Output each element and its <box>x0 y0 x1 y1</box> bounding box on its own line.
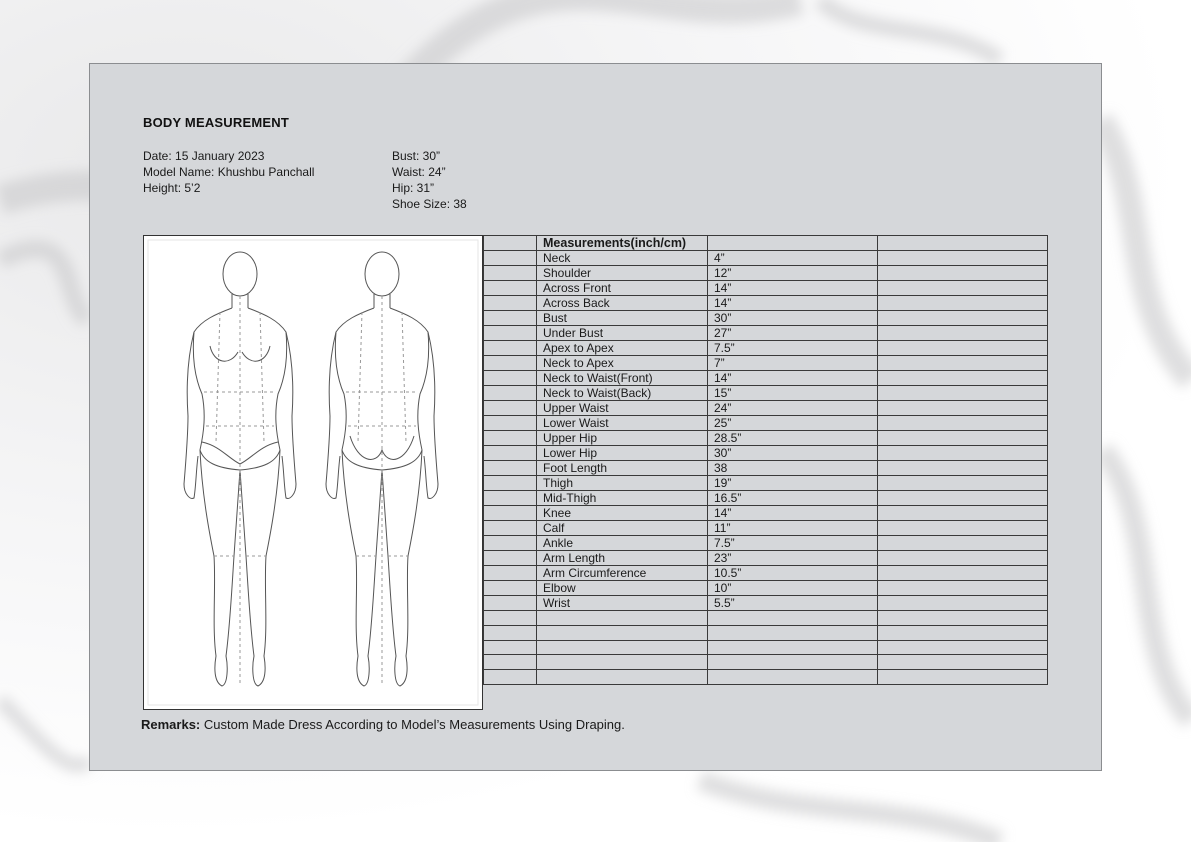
table-cell-empty <box>878 506 1048 521</box>
table-cell-empty <box>878 386 1048 401</box>
table-row <box>484 311 1048 326</box>
table-cell-empty <box>708 611 878 626</box>
remarks-text: Custom Made Dress According to Model’s Measurements Using Draping. <box>200 717 625 732</box>
table-cell-empty <box>878 446 1048 461</box>
table-cell-empty <box>484 341 537 356</box>
measurement-value: 14” <box>708 371 878 386</box>
table-row <box>484 521 1048 536</box>
bust-text: Bust: 30” <box>392 149 441 163</box>
table-cell-empty <box>484 236 537 251</box>
measurement-value: 30” <box>708 446 878 461</box>
measurement-label: Ankle <box>537 536 708 551</box>
table-cell-empty <box>878 431 1048 446</box>
table-cell-empty <box>878 461 1048 476</box>
table-cell-empty <box>708 625 878 640</box>
table-cell-empty <box>484 281 537 296</box>
table-cell-empty <box>537 640 708 655</box>
table-cell-empty <box>484 326 537 341</box>
table-row-empty <box>484 670 1048 685</box>
table-cell-empty <box>484 371 537 386</box>
table-cell-empty <box>484 596 537 611</box>
measurement-card <box>89 63 1102 771</box>
table-row <box>484 536 1048 551</box>
table-cell-empty <box>878 596 1048 611</box>
table-cell-empty <box>878 416 1048 431</box>
table-cell-empty <box>484 251 537 266</box>
table-cell-empty <box>878 311 1048 326</box>
table-cell-empty <box>484 506 537 521</box>
table-cell-empty <box>537 670 708 685</box>
table-cell-empty <box>708 670 878 685</box>
model-info-left <box>143 148 314 196</box>
table-cell-empty <box>484 640 537 655</box>
measurement-value: 38 <box>708 461 878 476</box>
measurement-value: 15” <box>708 386 878 401</box>
table-row <box>484 266 1048 281</box>
page-title: BODY MEASUREMENT <box>143 115 289 130</box>
table-cell-empty <box>878 670 1048 685</box>
table-row-empty <box>484 640 1048 655</box>
croquis-figure-panel <box>143 235 483 710</box>
table-row <box>484 251 1048 266</box>
measurement-value: 11” <box>708 521 878 536</box>
table-row-empty <box>484 611 1048 626</box>
hip-text: Hip: 31” <box>392 181 435 195</box>
table-cell-empty <box>878 521 1048 536</box>
table-cell-empty <box>484 581 537 596</box>
table-row <box>484 401 1048 416</box>
table-cell-empty <box>878 266 1048 281</box>
measurement-value: 27” <box>708 326 878 341</box>
table-cell-empty <box>484 386 537 401</box>
measurement-label: Arm Length <box>537 551 708 566</box>
table-cell-empty <box>484 356 537 371</box>
measurement-label: Bust <box>537 311 708 326</box>
table-cell-empty <box>484 431 537 446</box>
table-row <box>484 491 1048 506</box>
measurement-label: Under Bust <box>537 326 708 341</box>
table-cell-empty <box>878 491 1048 506</box>
measurement-value: 7” <box>708 356 878 371</box>
table-row <box>484 431 1048 446</box>
measurement-label: Neck to Waist(Front) <box>537 371 708 386</box>
measurement-value: 14” <box>708 506 878 521</box>
table-cell-empty <box>878 581 1048 596</box>
table-row <box>484 566 1048 581</box>
table-cell-empty <box>878 640 1048 655</box>
table-row <box>484 326 1048 341</box>
table-cell-empty <box>878 341 1048 356</box>
measurement-label: Neck to Waist(Back) <box>537 386 708 401</box>
table-row <box>484 296 1048 311</box>
table-cell-empty <box>484 655 537 670</box>
measurement-value: 10” <box>708 581 878 596</box>
measurement-label: Upper Waist <box>537 401 708 416</box>
measurement-value: 25” <box>708 416 878 431</box>
table-cell-empty <box>878 371 1048 386</box>
table-cell-empty <box>484 311 537 326</box>
table-row <box>484 356 1048 371</box>
table-cell-empty <box>878 296 1048 311</box>
table-cell-empty <box>878 251 1048 266</box>
table-cell-empty <box>537 655 708 670</box>
table-row <box>484 446 1048 461</box>
table-cell-empty <box>708 655 878 670</box>
table-cell-empty <box>878 476 1048 491</box>
measurement-label: Mid-Thigh <box>537 491 708 506</box>
table-cell-empty <box>878 401 1048 416</box>
table-cell-empty <box>537 625 708 640</box>
date-text: Date: 15 January 2023 <box>143 149 265 163</box>
table-cell-empty <box>878 536 1048 551</box>
croquis-illustration <box>144 236 482 709</box>
table-cell-empty <box>484 625 537 640</box>
table-header-measurements: Measurements(inch/cm) <box>537 236 708 251</box>
table-cell-empty <box>484 491 537 506</box>
table-row <box>484 551 1048 566</box>
table-cell-empty <box>878 655 1048 670</box>
table-row <box>484 371 1048 386</box>
table-row <box>484 506 1048 521</box>
measurement-value: 12” <box>708 266 878 281</box>
table-cell-empty <box>878 551 1048 566</box>
table-cell-empty <box>878 566 1048 581</box>
table-row <box>484 281 1048 296</box>
table-cell-empty <box>484 266 537 281</box>
measurement-value: 14” <box>708 281 878 296</box>
measurement-label: Calf <box>537 521 708 536</box>
table-cell-empty <box>878 356 1048 371</box>
measurement-value: 19” <box>708 476 878 491</box>
measurement-value: 7.5” <box>708 536 878 551</box>
measurement-value: 30” <box>708 311 878 326</box>
measurement-label: Apex to Apex <box>537 341 708 356</box>
measurement-label: Arm Circumference <box>537 566 708 581</box>
table-row <box>484 386 1048 401</box>
table-row <box>484 476 1048 491</box>
waist-text: Waist: 24” <box>392 165 446 179</box>
table-cell-empty <box>484 476 537 491</box>
measurement-label: Lower Waist <box>537 416 708 431</box>
table-cell-empty <box>484 521 537 536</box>
table-cell-empty <box>878 281 1048 296</box>
table-row <box>484 581 1048 596</box>
table-row-empty <box>484 625 1048 640</box>
table-header-row <box>484 236 1048 251</box>
table-cell-empty <box>708 236 878 251</box>
table-cell-empty <box>484 611 537 626</box>
table-cell-empty <box>484 416 537 431</box>
table-cell-empty <box>878 625 1048 640</box>
measurement-value: 10.5” <box>708 566 878 581</box>
model-name-text: Model Name: Khushbu Panchall <box>143 165 315 179</box>
table-cell-empty <box>708 640 878 655</box>
table-cell-empty <box>484 551 537 566</box>
measurement-label: Elbow <box>537 581 708 596</box>
measurement-label: Knee <box>537 506 708 521</box>
measurement-value: 5.5” <box>708 596 878 611</box>
table-row-empty <box>484 655 1048 670</box>
measurement-value: 24” <box>708 401 878 416</box>
measurement-value: 14” <box>708 296 878 311</box>
measurement-value: 23” <box>708 551 878 566</box>
measurement-label: Shoulder <box>537 266 708 281</box>
table-cell-empty <box>537 611 708 626</box>
measurement-label: Neck <box>537 251 708 266</box>
table-cell-empty <box>484 446 537 461</box>
measurement-label: Wrist <box>537 596 708 611</box>
table-cell-empty <box>484 536 537 551</box>
table-row <box>484 341 1048 356</box>
measurement-value: 4” <box>708 251 878 266</box>
table-row <box>484 461 1048 476</box>
table-row <box>484 416 1048 431</box>
remarks <box>141 717 625 732</box>
measurement-label: Thigh <box>537 476 708 491</box>
measurement-label: Across Front <box>537 281 708 296</box>
measurement-label: Upper Hip <box>537 431 708 446</box>
measurement-value: 28.5” <box>708 431 878 446</box>
measurements-table <box>483 235 1048 685</box>
table-cell-empty <box>484 670 537 685</box>
measurement-value: 7.5” <box>708 341 878 356</box>
table-row <box>484 596 1048 611</box>
shoe-size-text: Shoe Size: 38 <box>392 197 467 211</box>
measurement-value: 16.5” <box>708 491 878 506</box>
measurement-label: Neck to Apex <box>537 356 708 371</box>
table-cell-empty <box>484 296 537 311</box>
measurement-label: Across Back <box>537 296 708 311</box>
table-cell-empty <box>878 236 1048 251</box>
table-cell-empty <box>484 461 537 476</box>
table-cell-empty <box>878 611 1048 626</box>
height-text: Height: 5’2 <box>143 181 201 195</box>
remarks-label: Remarks: <box>141 717 201 732</box>
model-info-right <box>392 148 467 212</box>
table-cell-empty <box>878 326 1048 341</box>
measurement-label: Lower Hip <box>537 446 708 461</box>
table-cell-empty <box>484 566 537 581</box>
table-cell-empty <box>484 401 537 416</box>
measurement-label: Foot Length <box>537 461 708 476</box>
